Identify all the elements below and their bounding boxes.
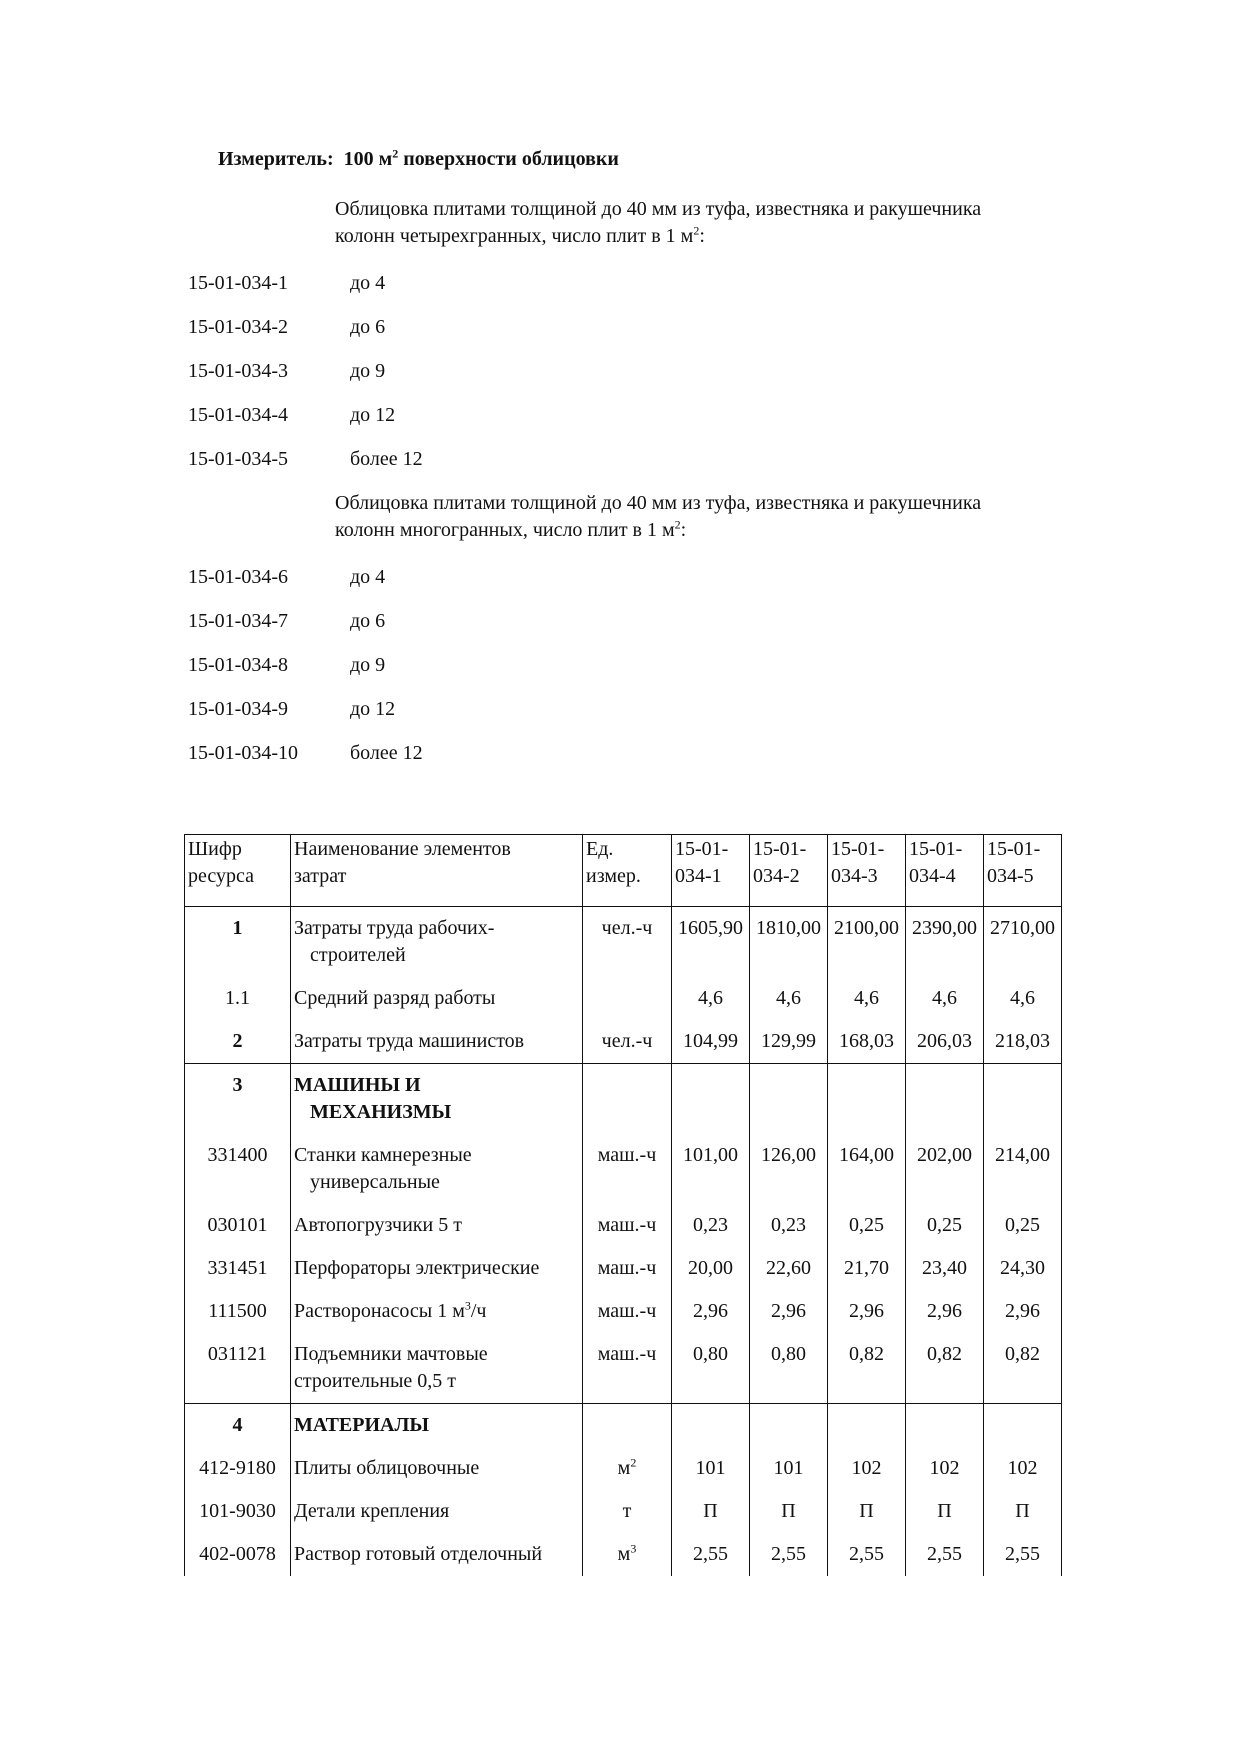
row-value: 1810,00 — [750, 907, 828, 978]
row-name: Подъемники мачтовые строительные 0,5 т — [291, 1333, 583, 1404]
table-row — [185, 977, 1062, 1020]
row-unit: $м^3$ — [583, 1533, 672, 1576]
row-value: 2,55 — [984, 1533, 1062, 1576]
row-value: П — [906, 1490, 984, 1533]
row-unit: маш.-ч — [583, 1333, 672, 1404]
header-col: 15-01- 034-1 — [672, 835, 750, 907]
group1-value: до 4 — [350, 272, 386, 294]
group2-code: 15-01-034-8 — [188, 654, 288, 676]
row-name: Затраты труда машинистов — [291, 1020, 583, 1064]
table-row — [185, 907, 1062, 978]
row-value: 1605,90 — [672, 907, 750, 978]
table-row — [185, 1533, 1062, 1576]
row-value: П — [750, 1490, 828, 1533]
row-value: 2,55 — [672, 1533, 750, 1576]
row-value: 0,80 — [672, 1333, 750, 1404]
row-unit: чел.-ч — [583, 907, 672, 978]
header-col: 15-01- 034-3 — [828, 835, 906, 907]
row-code: 402-0078 — [185, 1533, 291, 1576]
row-code: 030101 — [185, 1204, 291, 1247]
measurer-suffix: поверхности облицовки — [398, 148, 619, 170]
row-code: 331451 — [185, 1247, 291, 1290]
row-value: П — [672, 1490, 750, 1533]
row-value: 101 — [750, 1447, 828, 1490]
row-code: 2 — [185, 1020, 291, 1064]
row-value: 102 — [906, 1447, 984, 1490]
row-value: 168,03 — [828, 1020, 906, 1064]
header-col: 15-01- 034-4 — [906, 835, 984, 907]
row-unit: т — [583, 1490, 672, 1533]
row-value: 4,6 — [906, 977, 984, 1020]
row-value: 2,96 — [750, 1290, 828, 1333]
measurer-heading — [218, 148, 619, 171]
header-col: 15-01- 034-5 — [984, 835, 1062, 907]
row-unit — [583, 977, 672, 1020]
row-value: 0,82 — [828, 1333, 906, 1404]
row-value: 2,55 — [906, 1533, 984, 1576]
row-value: 101,00 — [672, 1134, 750, 1204]
table-row — [185, 1204, 1062, 1247]
group2-value: до 12 — [350, 698, 396, 720]
row-value: 20,00 — [672, 1247, 750, 1290]
row-value: 0,25 — [906, 1204, 984, 1247]
table-row — [185, 1447, 1062, 1490]
table-row — [185, 1020, 1062, 1064]
row-value: 24,30 — [984, 1247, 1062, 1290]
row-value: 102 — [828, 1447, 906, 1490]
group1-desc-line2: колонн четырехгранных, число плит в 1 м — [335, 225, 694, 247]
row-value: 2,96 — [906, 1290, 984, 1333]
group1-desc-line1: Облицовка плитами толщиной до 40 мм из туфа, известняка и ракушечника — [335, 198, 982, 220]
row-value: 164,00 — [828, 1134, 906, 1204]
group1-code: 15-01-034-4 — [188, 404, 288, 426]
row-value: 4,6 — [984, 977, 1062, 1020]
row-code: 031121 — [185, 1333, 291, 1404]
row-name: Затраты труда рабочих- строителей — [291, 907, 583, 978]
group1-code: 15-01-034-1 — [188, 272, 288, 294]
row-value: 2,96 — [984, 1290, 1062, 1333]
row-name: Раствор готовый отделочный — [291, 1533, 583, 1576]
row-value: 2,55 — [828, 1533, 906, 1576]
row-unit: чел.-ч — [583, 1020, 672, 1064]
group1-code: 15-01-034-2 — [188, 316, 288, 338]
table-row — [185, 1290, 1062, 1333]
row-code: 101-9030 — [185, 1490, 291, 1533]
table-header-row — [185, 835, 1062, 907]
header-col: 15-01- 034-2 — [750, 835, 828, 907]
header-unit: Ед. измер. — [583, 835, 672, 907]
row-value: 0,23 — [672, 1204, 750, 1247]
row-name: Средний разряд работы — [291, 977, 583, 1020]
row-value: 4,6 — [672, 977, 750, 1020]
row-unit: маш.-ч — [583, 1204, 672, 1247]
group1-code: 15-01-034-5 — [188, 448, 288, 470]
row-value: 2100,00 — [828, 907, 906, 978]
section-title: МАТЕРИАЛЫ — [291, 1404, 583, 1448]
measurer-value: 100 м — [343, 148, 393, 170]
row-value: 104,99 — [672, 1020, 750, 1064]
table-row — [185, 1490, 1062, 1533]
row-code: 331400 — [185, 1134, 291, 1204]
row-value: 102 — [984, 1447, 1062, 1490]
group2-desc-line2: колонн многогранных, число плит в 1 м — [335, 519, 675, 541]
row-value: 214,00 — [984, 1134, 1062, 1204]
group2-value: до 6 — [350, 610, 386, 632]
group2-value: до 9 — [350, 654, 386, 676]
group1-desc-sup: 2 — [693, 223, 700, 238]
row-unit: маш.-ч — [583, 1290, 672, 1333]
row-value: П — [828, 1490, 906, 1533]
row-code: 1.1 — [185, 977, 291, 1020]
row-value: 129,99 — [750, 1020, 828, 1064]
row-value: 2,55 — [750, 1533, 828, 1576]
row-value: 22,60 — [750, 1247, 828, 1290]
row-value: 4,6 — [750, 977, 828, 1020]
row-code: 111500 — [185, 1290, 291, 1333]
row-value: 2710,00 — [984, 907, 1062, 978]
row-value: 2,96 — [672, 1290, 750, 1333]
row-value: 0,23 — [750, 1204, 828, 1247]
row-name: Детали крепления — [291, 1490, 583, 1533]
row-unit: маш.-ч — [583, 1134, 672, 1204]
resource-table — [184, 834, 1062, 1576]
header-name: Наименование элементов затрат — [291, 835, 583, 907]
group1-value: до 12 — [350, 404, 396, 426]
row-value: 0,80 — [750, 1333, 828, 1404]
row-name: Станки камнерезные универсальные — [291, 1134, 583, 1204]
group2-code: 15-01-034-7 — [188, 610, 288, 632]
group1-desc-end: : — [699, 225, 705, 247]
group1-value: более 12 — [350, 448, 423, 470]
row-code: 1 — [185, 907, 291, 978]
row-value: 0,25 — [828, 1204, 906, 1247]
group2-code: 15-01-034-9 — [188, 698, 288, 720]
group2-code: 15-01-034-10 — [188, 742, 298, 764]
row-value: П — [984, 1490, 1062, 1533]
group2-desc-line1: Облицовка плитами толщиной до 40 мм из туфа, известняка и ракушечника — [335, 492, 982, 514]
table-row — [185, 1333, 1062, 1404]
group2-value: до 4 — [350, 566, 386, 588]
section-row-materials — [185, 1404, 1062, 1448]
section-title: МАШИНЫ И МЕХАНИЗМЫ — [291, 1064, 583, 1135]
row-value: 2,96 — [828, 1290, 906, 1333]
row-value: 101 — [672, 1447, 750, 1490]
group2-desc-end: : — [680, 519, 687, 541]
group2-description — [335, 490, 1035, 544]
row-value: 218,03 — [984, 1020, 1062, 1064]
group2-value: более 12 — [350, 742, 423, 764]
row-value: 4,6 — [828, 977, 906, 1020]
row-value: 2390,00 — [906, 907, 984, 978]
row-name: Автопогрузчики 5 т — [291, 1204, 583, 1247]
table-row — [185, 1134, 1062, 1204]
row-unit: $м^2$ — [583, 1447, 672, 1490]
table-row — [185, 1247, 1062, 1290]
row-value: 0,82 — [906, 1333, 984, 1404]
row-code: 412-9180 — [185, 1447, 291, 1490]
section-row-machines — [185, 1064, 1062, 1135]
measurer-prefix: Измеритель: — [218, 148, 334, 170]
row-value: 21,70 — [828, 1247, 906, 1290]
group1-code: 15-01-034-3 — [188, 360, 288, 382]
row-value: 126,00 — [750, 1134, 828, 1204]
row-value: 0,82 — [984, 1333, 1062, 1404]
row-value: 0,25 — [984, 1204, 1062, 1247]
group1-value: до 6 — [350, 316, 386, 338]
group1-description — [335, 196, 1035, 250]
row-value: 202,00 — [906, 1134, 984, 1204]
group2-desc-sup: 2 — [674, 517, 681, 532]
row-name: Плиты облицовочные — [291, 1447, 583, 1490]
row-name: Растворонасосы 1 $м^3/ч$ — [291, 1290, 583, 1333]
row-value: 206,03 — [906, 1020, 984, 1064]
header-code: Шифр ресурса — [185, 835, 291, 907]
row-name: Перфораторы электрические — [291, 1247, 583, 1290]
measurer-sup: 2 — [392, 146, 399, 161]
row-code: 3 — [185, 1064, 291, 1135]
group1-value: до 9 — [350, 360, 386, 382]
row-value: 23,40 — [906, 1247, 984, 1290]
row-unit: маш.-ч — [583, 1247, 672, 1290]
row-code: 4 — [185, 1404, 291, 1448]
group2-code: 15-01-034-6 — [188, 566, 288, 588]
